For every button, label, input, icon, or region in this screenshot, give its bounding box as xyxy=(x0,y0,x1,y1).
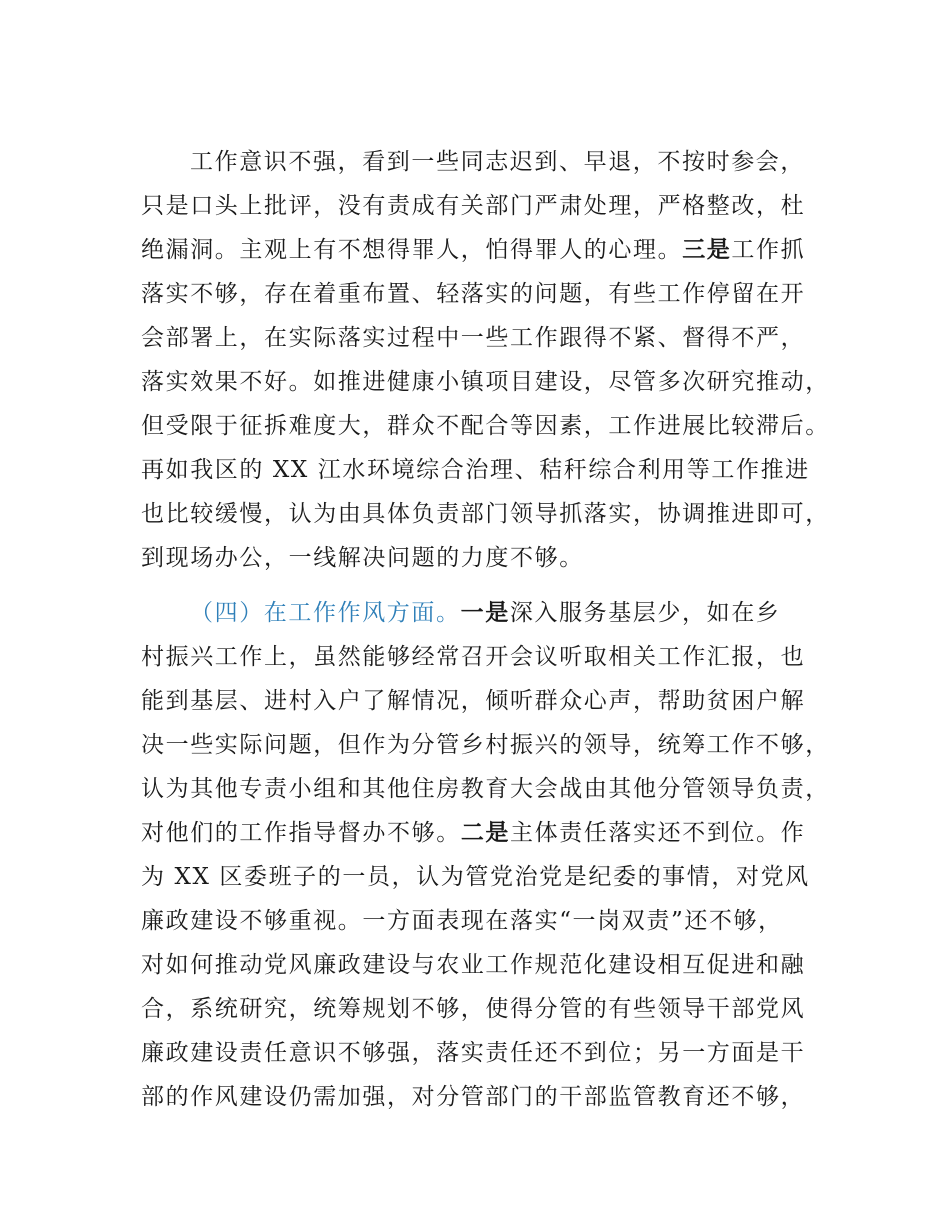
paragraph-line xyxy=(141,367,830,397)
paragraph-line xyxy=(190,147,805,177)
paragraph-line xyxy=(141,862,810,892)
paragraph-line xyxy=(141,818,805,848)
paragraph-line xyxy=(190,598,780,628)
paragraph-line xyxy=(141,411,830,441)
text-span: 只是口头上批评，没有责成有关部门严肃处理，严格整改，杜 xyxy=(141,193,806,219)
paragraph-line xyxy=(141,774,830,804)
text-span: 工作抓 xyxy=(731,237,806,263)
text-span: 再如我区的 XX 江水环境综合治理、秸秆综合利用等工作推进 xyxy=(141,457,810,483)
paragraph-line xyxy=(141,1038,805,1068)
text-span: 会部署上，在实际落实过程中一些工作跟得不紧、督得不严， xyxy=(141,325,806,351)
text-span: 落实效果不好。如推进健康小镇项目建设，尽管多次研究推动， xyxy=(141,369,830,395)
paragraph-line xyxy=(141,499,830,529)
paragraph-line xyxy=(141,1082,805,1112)
paragraph-line xyxy=(141,686,805,716)
text-span: 也比较缓慢，认为由具体负责部门领导抓落实，协调推进即可， xyxy=(141,501,830,527)
text-span: 绝漏洞。主观上有不想得罪人，怕得罪人的心理。 xyxy=(141,237,683,263)
paragraph-line xyxy=(141,994,805,1024)
paragraph-line xyxy=(141,235,805,265)
paragraph-line xyxy=(141,455,810,485)
paragraph-line xyxy=(141,191,805,221)
text-span: 主体责任落实还不到位。作 xyxy=(510,820,806,846)
text-span: 对如何推动党风廉政建设与农业工作规范化建设相互促进和融 xyxy=(141,952,806,978)
section-heading: （四）在工作作风方面。 xyxy=(190,600,461,626)
paragraph-line xyxy=(141,543,584,573)
paragraph-line xyxy=(141,323,805,353)
bold-marker: 三是 xyxy=(682,236,732,263)
text-span: 廉政建设责任意识不够强，落实责任还不到位；另一方面是干 xyxy=(141,1040,806,1066)
text-span: 认为其他专责小组和其他住房教育大会战由其他分管领导负责， xyxy=(141,776,830,802)
text-span: 能到基层、进村入户了解情况，倾听群众心声，帮助贫困户解 xyxy=(141,688,806,714)
text-span: 但受限于征拆难度大，群众不配合等因素，工作进展比较滞后。 xyxy=(141,413,830,439)
text-span: 部的作风建设仍需加强，对分管部门的干部监管教育还不够， xyxy=(141,1084,806,1110)
paragraph-line xyxy=(141,906,783,936)
paragraph-line xyxy=(141,279,805,309)
text-span: 决一些实际问题，但作为分管乡村振兴的领导，统筹工作不够， xyxy=(141,732,830,758)
text-span: 深入服务基层少，如在乡 xyxy=(509,600,781,626)
paragraph-line xyxy=(141,950,805,980)
text-span: 落实不够，存在着重布置、轻落实的问题，有些工作停留在开 xyxy=(141,281,806,307)
text-span: 到现场办公，一线解决问题的力度不够。 xyxy=(141,545,584,571)
text-span: 廉政建设不够重视。一方面表现在落实“一岗双责”还不够， xyxy=(141,908,783,934)
text-span: 为 XX 区委班子的一员，认为管党治党是纪委的事情，对党风 xyxy=(141,864,810,890)
bold-marker: 二是 xyxy=(460,819,511,846)
bold-marker: 一是 xyxy=(460,599,510,626)
text-span: 对他们的工作指导督办不够。 xyxy=(141,820,461,846)
text-span: 工作意识不强，看到一些同志迟到、早退，不按时参会， xyxy=(190,149,805,175)
text-span: 合，系统研究，统筹规划不够，使得分管的有些领导干部党风 xyxy=(141,996,806,1022)
paragraph-line xyxy=(141,642,805,672)
paragraph-line xyxy=(141,730,830,760)
text-span: 村振兴工作上，虽然能够经常召开会议听取相关工作汇报，也 xyxy=(141,644,806,670)
